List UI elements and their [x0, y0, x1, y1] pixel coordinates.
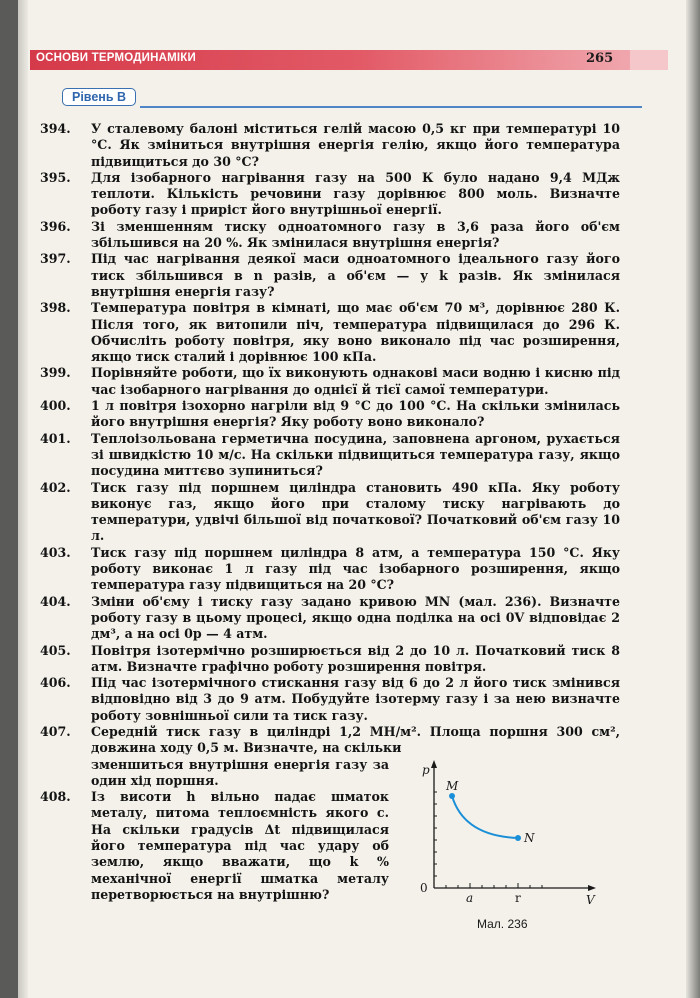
problem-text: Теплоізольована герметична посудина, заповнена аргоном, рухається зі швидкістю 10 м/с. На скільки підвищиться температура газу, якщо посудина миттєво зупиниться? — [91, 430, 620, 479]
problem-item — [40, 545, 620, 594]
point-n-marker — [515, 835, 521, 841]
page-number: 265 — [586, 51, 614, 66]
figure-caption: Мал. 236 — [477, 917, 528, 931]
problem-text: Середній тиск газу в циліндрі 1,2 МН/м². Площа поршня 300 см², довжина ходу 0,5 м. Визначте, на скільки — [91, 723, 620, 756]
problem-number: 404. — [40, 593, 71, 609]
problem-text: Тиск газу під поршнем циліндра становить 490 кПа. Яку роботу виконує газ, якщо його при сталому тиску нагрівають до температури, удвічі більшої від початкової? Початковий об'єм газу 10 л. — [91, 479, 620, 544]
problem-item — [40, 724, 620, 757]
point-m-label: M — [446, 779, 459, 793]
problem-number: 401. — [40, 430, 71, 446]
problem-number: 405. — [40, 642, 71, 658]
problem-text: Порівняйте роботи, що їх виконують однакові маси водню і кисню під час ізобарного нагрівання до однієї й тієї самої температури. — [91, 365, 620, 397]
problem-item — [40, 480, 620, 545]
point-n-label: N — [524, 831, 535, 845]
problem-number: 407. — [40, 723, 71, 739]
chapter-header-tail — [630, 50, 668, 70]
problem-text: зменшиться внутрішня енергія газу за один хід поршня. — [91, 756, 389, 788]
problem-text: 1 л повітря ізохорно нагріли від 9 °С до 100 °С. На скільки змінилась його внутрішня енергія? Яку роботу воно виконало? — [91, 398, 620, 430]
page-binding-edge — [18, 0, 28, 998]
problem-text: Зміни об'єму і тиску газу задано кривою MN (мал. 236). Визначте роботу газу в цьому процесі, якщо одна поділка на осі 0V відповідає 2 дм³, а на осі 0p — 4 атм. — [91, 593, 620, 642]
problem-number: 394. — [40, 121, 71, 136]
point-m-marker — [449, 793, 455, 799]
problem-item — [40, 300, 620, 365]
problem-number: 402. — [40, 479, 71, 495]
v-axis-ticks — [446, 883, 542, 888]
tick-label-r: r — [515, 891, 521, 905]
chapter-title: ОСНОВИ ТЕРМОДИНАМІКИ — [36, 52, 196, 64]
page-right-edge — [686, 0, 700, 998]
problem-number: 395. — [40, 169, 71, 185]
problem-text: У сталевому балоні міститься гелій масою 0,5 кг при температурі 10 °С. Як зміниться внутрішня енергія гелію, якщо його температура підвищиться до 30 °С? — [91, 121, 620, 169]
problem-text: Тиск газу під поршнем циліндра 8 атм, а температура 150 °С. Яку роботу виконає 1 л газу під час ізобарного розширення, якщо температура газу підвищиться на 20 °С? — [91, 544, 620, 593]
problem-number: 408. — [40, 789, 71, 805]
problem-item — [40, 398, 620, 431]
figure-236-graph — [404, 758, 604, 918]
isotherm-curve-mn — [452, 796, 518, 838]
problem-text: Температура повітря в кімнаті, що має об'єм 70 м³, дорівнює 280 К. Після того, як витопили піч, температура підвищилася до 296 К. Обчисліть роботу повітря, яку воно виконало під час розширення, якщо тиск сталий і дорівнює 100 кПа. — [91, 300, 620, 365]
problem-text: Під час нагрівання деякої маси одноатомного ідеального газу його тиск збільшився в n разів, а об'єм — у k разів. Як змінилася внутрішня енергія газу? — [91, 251, 620, 299]
problem-item — [40, 675, 620, 724]
problem-number: 396. — [40, 218, 71, 234]
problem-text: Із висоти h вільно падає шматок металу, питома теплоємність якого c. На скільки градусів Δt підвищилася його температура під час удару об землю, якщо вважати, що k % механічної енергії шматка металу перетворюється на внутрішню? — [91, 789, 389, 902]
problem-item — [40, 594, 620, 643]
problem-item — [40, 431, 620, 480]
problem-number: 400. — [40, 398, 71, 414]
level-badge: Рівень В — [62, 88, 136, 106]
problem-number: 406. — [40, 675, 71, 691]
problem-number: 403. — [40, 544, 71, 560]
p-axis-label: p — [422, 763, 430, 777]
v-axis-arrow — [588, 885, 596, 891]
problem-text: Повітря ізотермічно розширюється від 2 до 10 л. Початковий тиск 8 атм. Визначте графічно роботу розширення повітря. — [91, 642, 620, 674]
level-divider — [140, 106, 642, 108]
problem-item — [40, 219, 620, 252]
problem-item — [40, 121, 620, 170]
problem-item — [40, 170, 620, 219]
problem-item — [40, 251, 620, 300]
problem-text: Для ізобарного нагрівання газу на 500 К було надано 9,4 МДж теплоти. Кількість речовини газу дорівнює 800 моль. Визначте роботу газу і приріст його внутрішньої енергії. — [91, 169, 620, 218]
v-axis-label: V — [586, 893, 595, 907]
problem-item — [40, 365, 620, 398]
problem-item — [40, 643, 620, 676]
origin-label: 0 — [420, 881, 428, 895]
problem-number: 398. — [40, 300, 71, 316]
tick-label-a: a — [466, 891, 474, 905]
problem-number: 397. — [40, 251, 71, 267]
problem-text: Зі зменшенням тиску одноатомного газу в 3,6 раза його об'єм збільшився на 20 %. Як змінилася внутрішня енергія? — [91, 218, 620, 251]
problem-text: Під час ізотермічного стискання газу від 6 до 2 л його тиск змінився відповідно від 3 до 9 атм. Побудуйте ізотерму газу і за нею визначте роботу зовнішньої сили та тиск газу. — [91, 675, 620, 723]
problem-number: 399. — [40, 365, 71, 381]
p-axis-arrow — [431, 760, 437, 768]
